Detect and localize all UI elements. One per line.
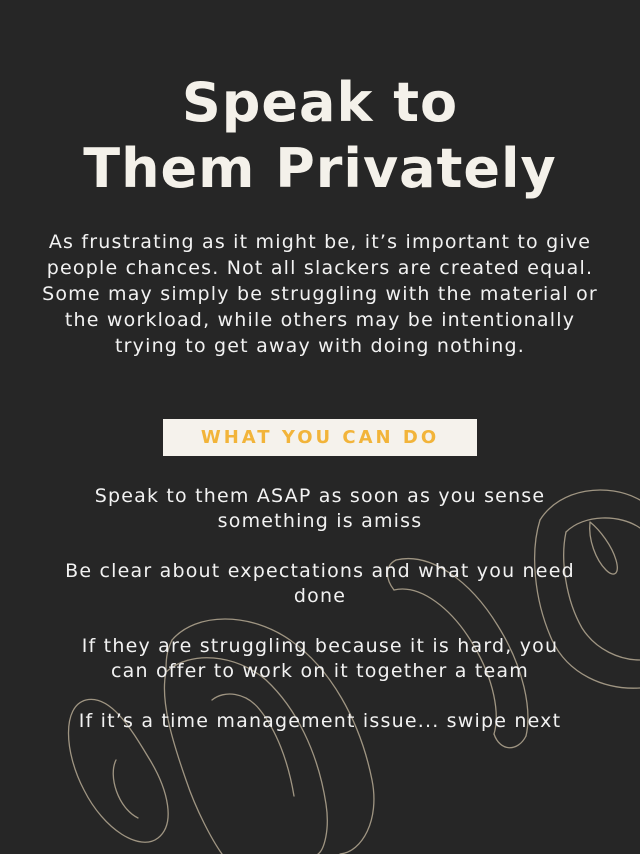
tips-list — [60, 484, 580, 759]
section-heading-badge — [163, 419, 477, 456]
title-line-2: Them Privately — [83, 137, 557, 200]
title-line-1: Speak to — [181, 71, 459, 134]
tip-item: If it’s a time management issue... swipe next — [78, 710, 562, 732]
tip-item: If they are struggling because it is hard, you can offer to work on it together a team — [81, 635, 559, 682]
section-heading-label: WHAT YOU CAN DO — [200, 427, 440, 448]
tip-item: Speak to them ASAP as soon as you sense something is amiss — [94, 485, 546, 532]
tip-item: Be clear about expectations and what you need done — [65, 560, 575, 607]
intro-paragraph: As frustrating as it might be, it’s important to give people chances. Not all slackers are created equal. Some may simply be struggling with the material or the workload, while others may be intentionally trying to get away with doing nothing. — [42, 231, 598, 357]
